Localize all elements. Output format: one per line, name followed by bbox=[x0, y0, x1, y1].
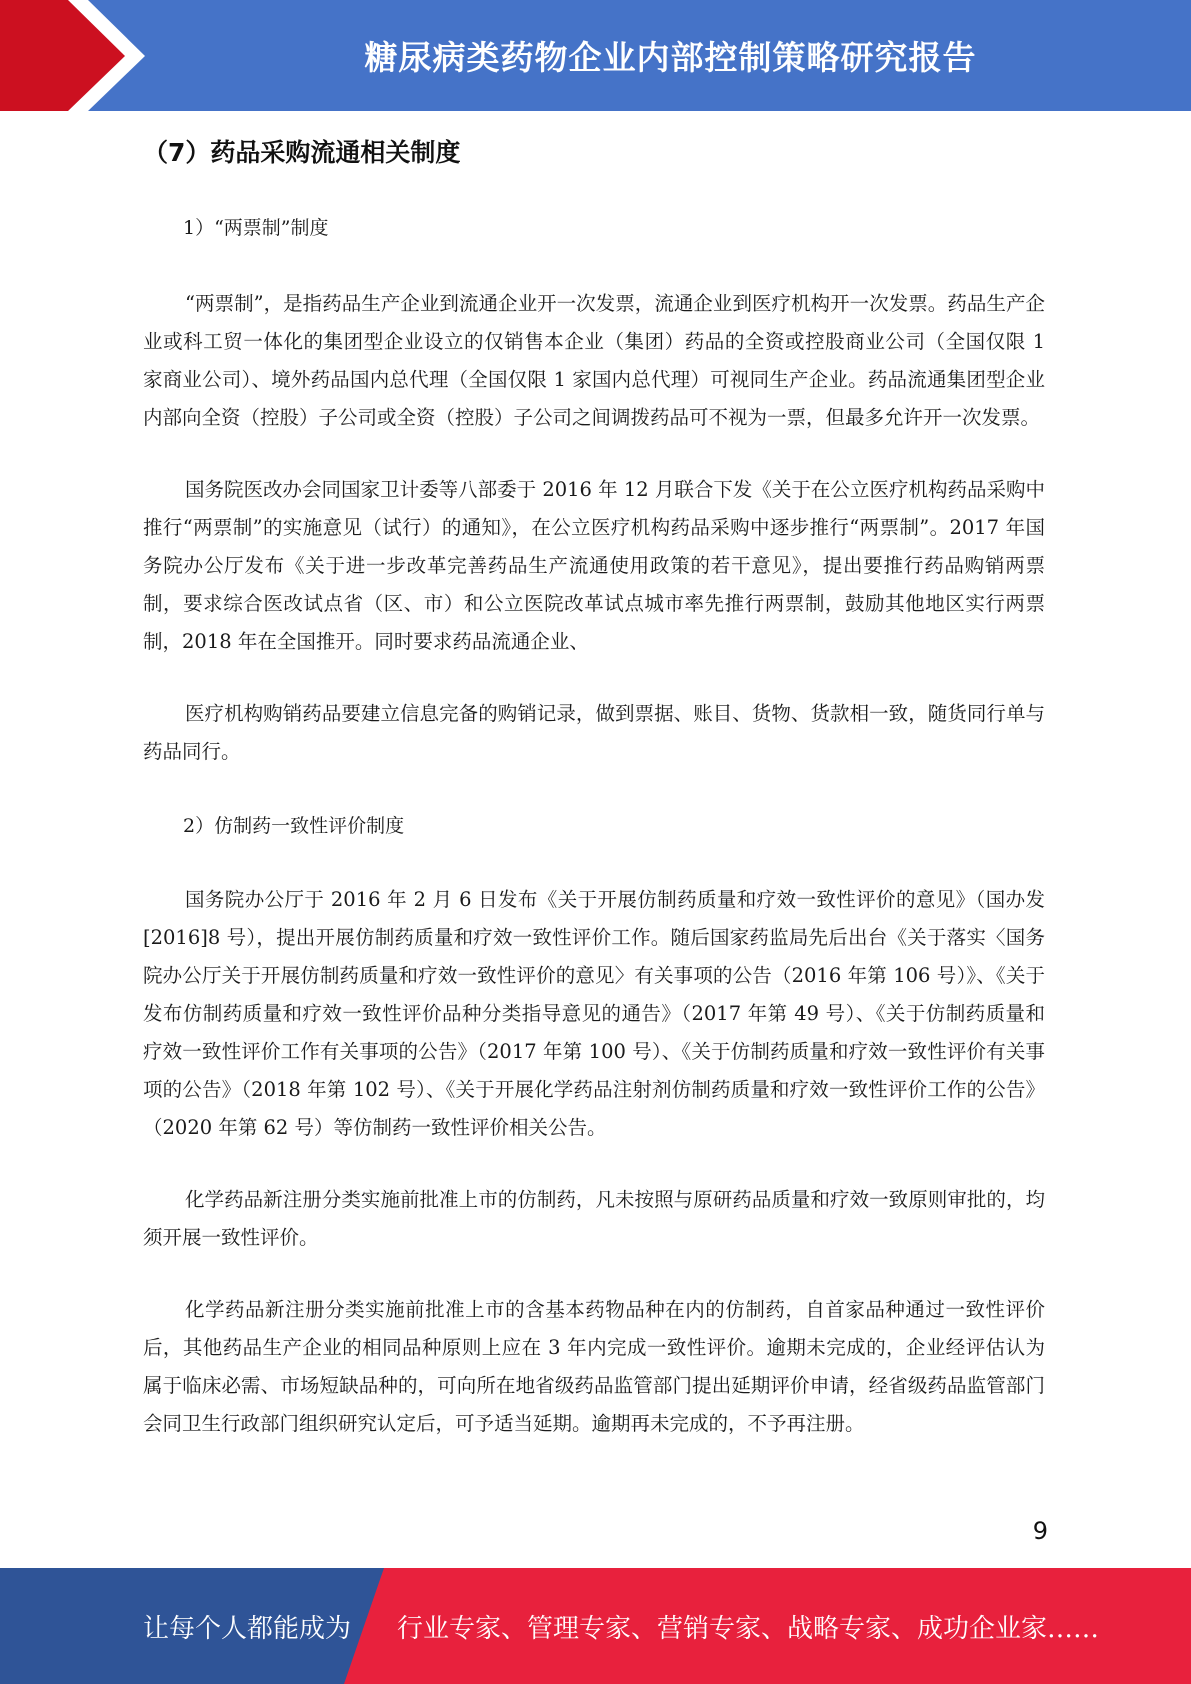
header-ribbon-decoration bbox=[0, 0, 160, 111]
report-title: 糖尿病类药物企业内部控制策略研究报告 bbox=[364, 38, 977, 77]
page-header bbox=[0, 0, 1191, 111]
section-heading: （7）药品采购流通相关制度 bbox=[143, 138, 461, 167]
footer-slogan-right: 行业专家、管理专家、营销专家、战略专家、成功企业家…… bbox=[397, 1613, 1100, 1644]
subsection-heading-two-invoice: 1）“两票制”制度 bbox=[183, 217, 329, 239]
paragraph: 国务院医改办会同国家卫计委等八部委于 2016 年 12 月联合下发《关于在公立医疗机构药品采购中推行“两票制”的实施意见（试行）的通知》，在公立医疗机构药品采购中逐步推行“两票制”。2017 年国务院办公厅发布《关于进一步改革完善药品生产流通使用政策的若干意见》，提出要推行药品购销两票制，要求综合医改试点省（区、市）和公立医院改革试点城市率先推行两票制，鼓励其他地区实行两票制，2018 年在全国推开。同时要求药品流通企业、 bbox=[143, 478, 1045, 653]
paragraph: 化学药品新注册分类实施前批准上市的含基本药物品种在内的仿制药，自首家品种通过一致性评价后，其他药品生产企业的相同品种原则上应在 3 年内完成一致性评价。逾期未完成的，企业经评估认为属于临床必需、市场短缺品种的，可向所在地省级药品监管部门提出延期评价申请，经省级药品监管部门会同卫生行政部门组织研究认定后，可予适当延期。逾期再未完成的，不予再注册。 bbox=[143, 1298, 1045, 1435]
subsection-heading-generic-evaluation: 2）仿制药一致性评价制度 bbox=[183, 815, 405, 837]
page-footer bbox=[0, 1568, 1191, 1684]
paragraph: “两票制”，是指药品生产企业到流通企业开一次发票，流通企业到医疗机构开一次发票。药品生产企业或科工贸一体化的集团型企业设立的仅销售本企业（集团）药品的全资或控股商业公司（全国仅限 1 家商业公司）、境外药品国内总代理（全国仅限 1 家国内总代理）可视同生产企业。药品流通集团型企业内部向全资（控股）子公司或全资（控股）子公司之间调拨药品可不视为一票，但最多允许开一次发票。 bbox=[143, 292, 1045, 429]
page-number: 9 bbox=[1032, 1517, 1048, 1545]
document-body bbox=[143, 128, 1045, 1443]
paragraph: 国务院办公厅于 2016 年 2 月 6 日发布《关于开展仿制药质量和疗效一致性评价的意见》（国办发[2016]8 号），提出开展仿制药质量和疗效一致性评价工作。随后国家药监局先后出台《关于落实〈国务院办公厅关于开展仿制药质量和疗效一致性评价的意见〉有关事项的公告（2016 年第 106 号）》、《关于发布仿制药质量和疗效一致性评价品种分类指导意见的通告》（2017 年第 49 号）、《关于仿制药质量和疗效一致性评价工作有关事项的公告》（2017 年第 100 号）、《关于仿制药质量和疗效一致性评价有关事项的公告》（2018 年第 102 号）、《关于开展化学药品注射剂仿制药质量和疗效一致性评价工作的公告》（2020 年第 62 号）等仿制药一致性评价相关公告。 bbox=[143, 888, 1045, 1139]
footer-slogan-left: 让每个人都能成为 bbox=[143, 1613, 352, 1644]
paragraph: 化学药品新注册分类实施前批准上市的仿制药，凡未按照与原研药品质量和疗效一致原则审批的，均须开展一致性评价。 bbox=[143, 1188, 1045, 1249]
paragraph: 医疗机构购销药品要建立信息完备的购销记录，做到票据、账目、货物、货款相一致，随货同行单与药品同行。 bbox=[143, 702, 1045, 763]
